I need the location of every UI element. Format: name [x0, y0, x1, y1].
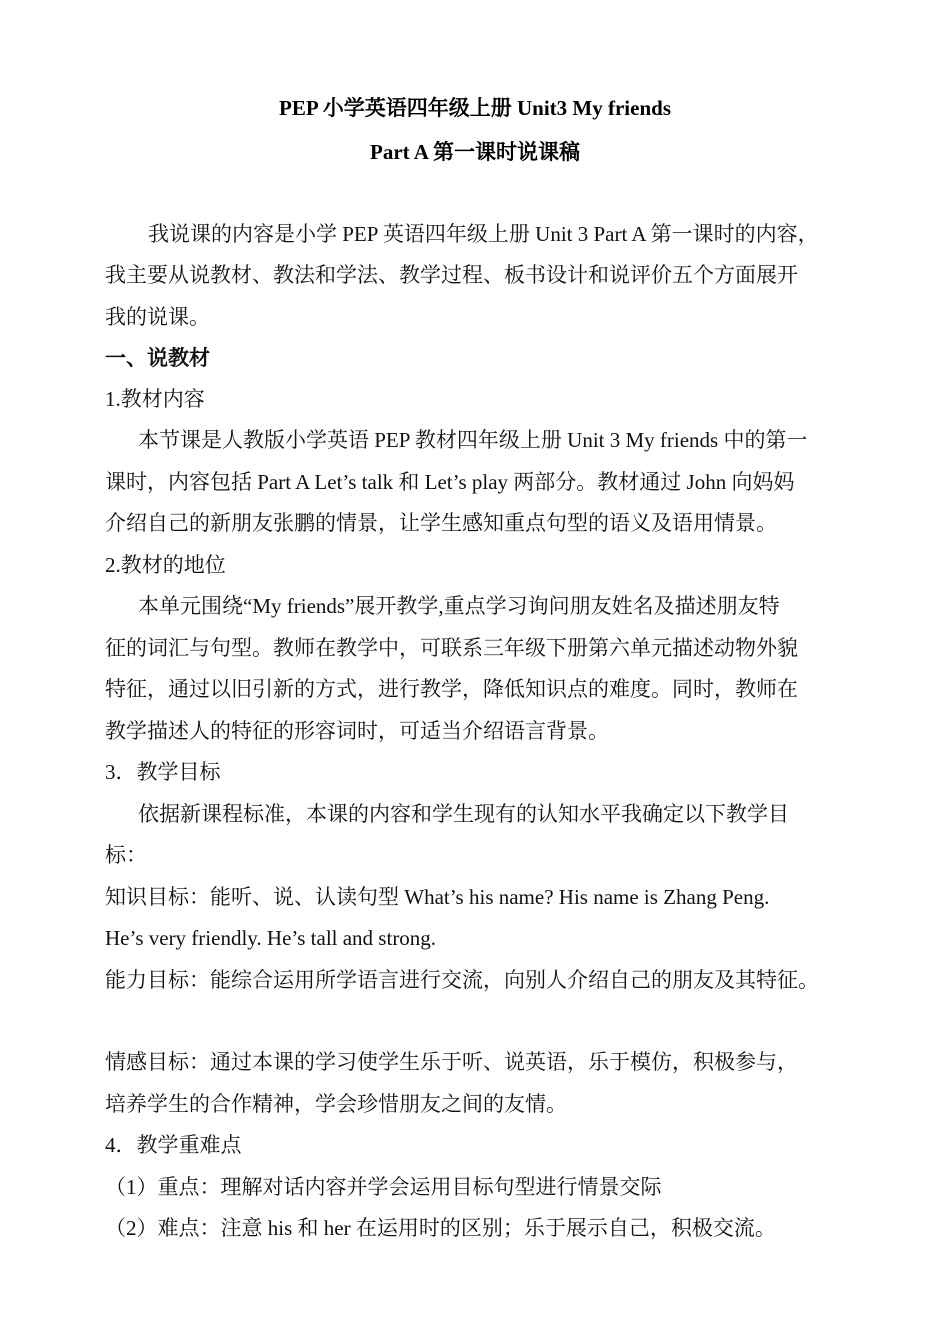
content-line-2: 课时，内容包括 Part A Let’s talk 和 Let’s play 两部分。教材通过 John 向妈妈: [105, 470, 795, 494]
document-title: PEP 小学英语四年级上册 Unit3 My friends: [279, 96, 671, 120]
intro-line-2: 我主要从说教材、教法和学法、教学过程、板书设计和说评价五个方面展开: [105, 263, 798, 287]
content-line-3: 介绍自己的新朋友张鹏的情景，让学生感知重点句型的语义及语用情景。: [105, 511, 777, 535]
position-line-2: 征的词汇与句型。教师在教学中，可联系三年级下册第六单元描述动物外貌: [105, 636, 798, 660]
emotion-objective-line-2: 培养学生的合作精神，学会珍惜朋友之间的友情。: [105, 1092, 567, 1116]
position-line-1: 本单元围绕“My friends”展开教学,重点学习询问朋友姓名及描述朋友特: [138, 594, 780, 618]
intro-line-1: 我说课的内容是小学 PEP 英语四年级上册 Unit 3 Part A 第一课时的内容，: [148, 222, 819, 246]
subheading-key-points: 4．教学重难点: [105, 1133, 242, 1157]
key-point: （1）重点：理解对话内容并学会运用目标句型进行情景交际: [105, 1175, 662, 1199]
subheading-position: 2.教材的地位: [105, 553, 226, 577]
position-line-3: 特征，通过以旧引新的方式，进行教学，降低知识点的难度。同时，教师在: [105, 677, 798, 701]
position-line-4: 教学描述人的特征的形容词时，可适当介绍语言背景。: [105, 719, 609, 743]
section-heading-textbook: 一、说教材: [105, 346, 210, 370]
document-subtitle: Part A 第一课时说课稿: [370, 140, 580, 164]
objectives-line-1: 依据新课程标准，本课的内容和学生现有的认知水平我确定以下教学目: [138, 802, 789, 826]
ability-objective: 能力目标：能综合运用所学语言进行交流，向别人介绍自己的朋友及其特征。: [105, 968, 819, 992]
difficult-point: （2）难点：注意 his 和 her 在运用时的区别；乐于展示自己，积极交流。: [105, 1216, 776, 1240]
intro-line-3: 我的说课。: [105, 305, 210, 329]
subheading-content: 1.教材内容: [105, 387, 205, 411]
knowledge-objective-line-2: He’s very friendly. He’s tall and strong.: [105, 926, 437, 950]
objectives-line-2: 标：: [105, 843, 147, 867]
content-line-1: 本节课是人教版小学英语 PEP 教材四年级上册 Unit 3 My friends 中的第一: [138, 428, 808, 452]
emotion-objective-line-1: 情感目标：通过本课的学习使学生乐于听、说英语，乐于模仿，积极参与，: [105, 1050, 798, 1074]
knowledge-objective-line-1: 知识目标：能听、说、认读句型 What’s his name? His name is Zhang Peng.: [105, 885, 770, 909]
subheading-objectives: 3．教学目标: [105, 760, 221, 784]
